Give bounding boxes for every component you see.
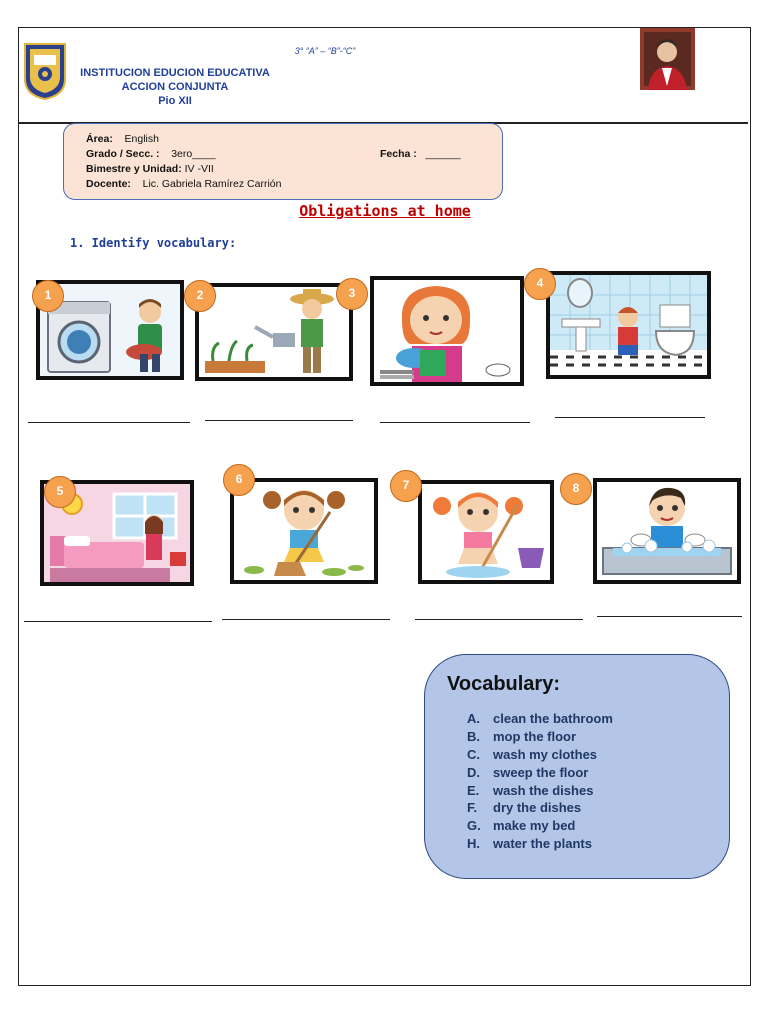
- area-row: [86, 133, 159, 145]
- vocabulary-text: sweep the floor: [493, 764, 589, 780]
- area-label: Área:: [86, 133, 113, 145]
- picture-3-drying-dishes: [370, 276, 524, 386]
- vocabulary-list: [467, 711, 613, 854]
- picture-6-number-badge: 6: [223, 464, 255, 496]
- vocabulary-text: dry the dishes: [493, 800, 582, 816]
- vocabulary-box: [424, 654, 730, 879]
- answer-line-3[interactable]: [380, 422, 530, 423]
- grado-value: 3ero____: [171, 148, 216, 160]
- vocabulary-letter: F.: [467, 800, 478, 816]
- bimestre-label: Bimestre y Unidad:: [86, 163, 182, 175]
- vocabulary-letter: H.: [467, 836, 480, 852]
- vocabulary-letter: A.: [467, 711, 480, 726]
- grado-label: Grado / Secc. :: [86, 148, 160, 160]
- vocabulary-item: [467, 747, 613, 765]
- vocabulary-title: Vocabulary:: [447, 673, 560, 695]
- bimestre-row: [86, 163, 214, 175]
- vocabulary-item: [467, 729, 613, 747]
- vocabulary-text: water the plants: [493, 836, 592, 852]
- vocabulary-text: wash my clothes: [493, 746, 598, 762]
- answer-line-5[interactable]: [24, 621, 212, 622]
- info-box: [63, 123, 503, 200]
- vocabulary-item: [467, 765, 613, 783]
- vocabulary-letter: E.: [467, 782, 480, 798]
- vocabulary-letter: G.: [467, 818, 481, 834]
- picture-2-number-badge: 2: [184, 280, 216, 312]
- section-heading: 1. Identify vocabulary:: [70, 236, 237, 250]
- vocabulary-text: wash the dishes: [493, 782, 594, 798]
- answer-line-7[interactable]: [415, 619, 583, 620]
- picture-4-number-badge: 4: [524, 268, 556, 300]
- picture-5-number-badge: 5: [44, 476, 76, 508]
- portrait-image: [640, 28, 695, 90]
- picture-8-number-badge: 8: [560, 473, 592, 505]
- picture-4-cleaning-bathroom: [546, 271, 711, 379]
- vocabulary-letter: D.: [467, 764, 480, 780]
- vocabulary-text: mop the floor: [493, 728, 577, 744]
- answer-line-6[interactable]: [222, 619, 390, 620]
- answer-line-4[interactable]: [555, 417, 705, 418]
- docente-value: Lic. Gabriela Ramírez Carrión: [142, 178, 282, 190]
- vocabulary-text: clean the bathroom: [493, 711, 613, 726]
- docente-row: [86, 178, 282, 190]
- vocabulary-item: [467, 783, 613, 801]
- picture-1-number-badge: 1: [32, 280, 64, 312]
- picture-2-watering-plants: [195, 283, 353, 381]
- fecha-row: [380, 148, 461, 160]
- vocabulary-item: [467, 836, 613, 854]
- bimestre-value: IV -VII: [184, 163, 214, 175]
- vocabulary-letter: B.: [467, 728, 480, 744]
- grado-row: [86, 148, 216, 160]
- picture-8-washing-dishes: [593, 478, 741, 584]
- picture-7-mopping: [418, 480, 554, 584]
- fecha-label: Fecha :: [380, 148, 417, 160]
- vocabulary-text: make my bed: [493, 818, 576, 834]
- vocabulary-item: [467, 818, 613, 836]
- grade-sections: 3° “A” – “B”-“C”: [294, 46, 356, 56]
- vocabulary-item: [467, 711, 613, 729]
- picture-7-number-badge: 7: [390, 470, 422, 502]
- vocabulary-item: [467, 800, 613, 818]
- picture-6-sweeping: [230, 478, 378, 584]
- docente-label: Docente:: [86, 178, 131, 190]
- vocabulary-letter: C.: [467, 746, 480, 762]
- school-name-line3: Pio XII: [158, 95, 192, 107]
- fecha-value: ______: [425, 148, 461, 160]
- picture-3-number-badge: 3: [336, 278, 368, 310]
- school-name-line1: INSTITUCION EDUCION EDUCATIVA: [80, 67, 270, 79]
- answer-line-2[interactable]: [205, 420, 353, 421]
- worksheet-title: Obligations at home: [299, 202, 471, 220]
- school-name-line2: ACCION CONJUNTA: [121, 81, 229, 93]
- answer-line-1[interactable]: [28, 422, 190, 423]
- answer-line-8[interactable]: [597, 616, 742, 617]
- area-value: English: [124, 133, 159, 145]
